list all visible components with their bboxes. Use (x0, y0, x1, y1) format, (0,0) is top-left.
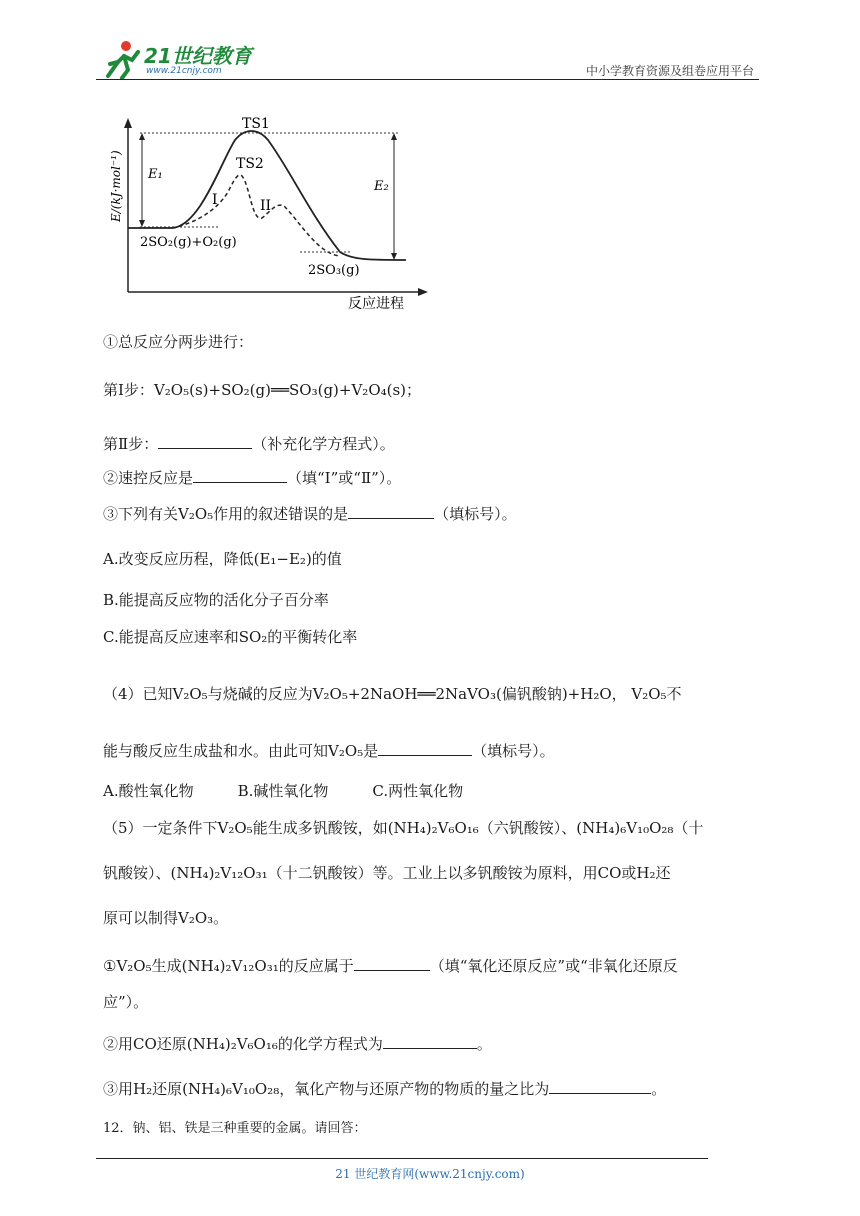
answer-blank-rate[interactable] (193, 467, 287, 483)
runner-logo-icon (96, 38, 144, 80)
question-5-sub2-end: 。 (476, 1035, 492, 1053)
option-c-line: C.能提高反应速率和SO₂的平衡转化率 (103, 628, 358, 646)
answer-blank-step2[interactable] (158, 433, 252, 449)
oxide-option-b: B.碱性氧化物 (237, 782, 329, 800)
step-1-line (103, 380, 421, 400)
oxide-options-line (103, 781, 463, 801)
path-i-label: I (212, 192, 218, 208)
question-5-sub1-line (103, 955, 678, 976)
e2-arrow-bottom-icon (391, 253, 397, 260)
answer-blank-redox[interactable] (354, 955, 430, 971)
oxide-option-c: C.两性氧化物 (372, 782, 464, 800)
platform-title: 中小学教育资源及组卷应用平台 (585, 64, 754, 78)
option-a-line: A.改变反应历程，降低(E₁−E₂)的值 (103, 550, 342, 568)
question-4-prompt: 能与酸反应生成盐和水。由此可知V₂O₅是 (103, 742, 379, 760)
question-5-sub3-line (103, 1078, 666, 1099)
step-2-hint: （补充化学方程式）。 (252, 435, 395, 453)
question-12-line: 12．钠、铝、铁是三种重要的金属。请回答： (103, 1121, 367, 1136)
v2o5-role-prompt: ③下列有关V₂O₅作用的叙述错误的是 (103, 505, 349, 523)
products-label: 2SO₃(g) (308, 263, 360, 278)
rate-control-line (103, 467, 401, 488)
v2o5-role-hint: （填标号）。 (434, 505, 517, 523)
question-5-sub1-hint: （填“氧化还原反应”或“非氧化还原反 (429, 957, 678, 975)
answer-blank-co-equation[interactable] (383, 1033, 477, 1049)
answer-blank-role[interactable] (348, 503, 434, 519)
footer-text: 21 世纪教育网(www.21cnjy.com) (335, 1167, 525, 1181)
question-5-sub1-cont: 应”）。 (103, 993, 149, 1011)
answer-blank-ratio[interactable] (549, 1078, 651, 1094)
logo-url: www.21cnjy.com (146, 66, 222, 76)
x-axis-arrow-icon (418, 288, 428, 296)
oxide-option-a: A.酸性氧化物 (103, 782, 194, 800)
question-5-sub3-end: 。 (651, 1080, 667, 1098)
question-5-line-2: 钒酸铵）、(NH₄)₂V₁₂O₃₁（十二钒酸铵）等。工业上以多钒酸铵为原料，用CO或H₂还 (103, 864, 671, 882)
question-5-sub2-prompt: ②用CO还原(NH₄)₂V₆O₁₆的化学方程式为 (103, 1035, 383, 1053)
site-logo (96, 38, 266, 80)
x-axis-label: 反应进程 (348, 296, 404, 312)
e1-arrow-bottom-icon (139, 220, 145, 227)
logo-text: 21世纪教育 (144, 44, 252, 68)
question-4-line: （4）已知V₂O₅与烧碱的反应为V₂O₅+2NaOH══2NaVO₃(偏钒酸钠)+H₂O， V₂O₅不 (103, 685, 682, 703)
header-divider (96, 79, 759, 80)
question-5-line-3: 原可以制得V₂O₃。 (103, 909, 229, 927)
option-b-line: B.能提高反应物的活化分子百分率 (103, 591, 329, 609)
e1-label: E₁ (148, 167, 163, 182)
answer-blank-oxide[interactable] (378, 740, 472, 756)
y-axis-arrow-icon (124, 118, 132, 128)
path-ii-label: II (260, 198, 272, 214)
question-5-sub2-line (103, 1033, 492, 1054)
footer-divider (96, 1158, 708, 1159)
step-2-label: 第Ⅱ步： (103, 435, 159, 453)
v2o5-role-line (103, 503, 517, 524)
e2-label: E₂ (374, 179, 389, 194)
reactants-label: 2SO₂(g)+O₂(g) (140, 235, 237, 250)
e2-arrow-top-icon (391, 133, 397, 140)
step-1-equation: V₂O₅(s)+SO₂(g)══SO₃(g)+V₂O₄(s)； (153, 381, 422, 399)
ts2-label: TS2 (236, 156, 264, 172)
e1-arrow-top-icon (139, 133, 145, 140)
question-4-hint: （填标号）。 (472, 742, 555, 760)
y-axis-label: E/(kJ·mol⁻¹) (109, 150, 123, 222)
rate-control-prompt: ②速控反应是 (103, 469, 194, 487)
rate-control-hint: （填“Ⅰ”或“Ⅱ”）。 (287, 469, 402, 487)
question-4-line-2 (103, 740, 555, 761)
ts1-label: TS1 (242, 116, 270, 132)
question-5-sub1-prompt: ①V₂O₅生成(NH₄)₂V₁₂O₃₁的反应属于 (103, 957, 354, 975)
question-5-sub3-prompt: ③用H₂还原(NH₄)₆V₁₀O₂₈，氧化产物与还原产物的物质的量之比为 (103, 1080, 550, 1098)
energy-diagram (100, 104, 430, 314)
question-5-line-1: （5）一定条件下V₂O₅能生成多钒酸铵，如(NH₄)₂V₆O₁₆（六钒酸铵）、(NH₄)₆V₁₀O₂₈（十 (103, 819, 704, 837)
step-1-label: 第Ⅰ步： (103, 381, 154, 399)
text-line-1: ①总反应分两步进行： (103, 333, 254, 351)
step-2-line (103, 433, 395, 454)
